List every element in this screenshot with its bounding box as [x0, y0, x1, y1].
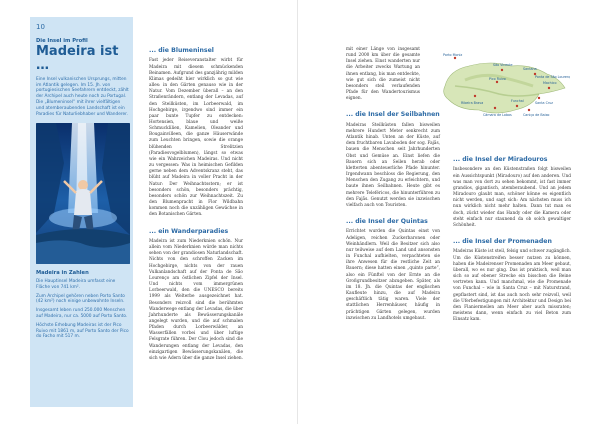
island-map-graphic	[435, 36, 570, 140]
map-label: Ponta de São Lourenço	[535, 75, 570, 79]
map-label: Ribeira Brava	[461, 101, 484, 105]
article-column-1	[149, 47, 243, 362]
waterfall-photo	[36, 123, 130, 264]
fact-item: Insgesamt leben rund 250.000 Menschen auf Madeira, nur ca. 5000 auf Porto Santo.	[36, 308, 128, 320]
section-heading-promenaden: ... die Insel der Promenaden	[453, 238, 552, 245]
page-gutter	[297, 0, 298, 424]
fact-item: Höchste Erhebung Madeiras ist der Pico Ruivo mit 1861 m, auf Porto Santo der Pico do Facho mit 517 m.	[36, 322, 129, 340]
fact-item: Zum Archipel gehören neben Porto Santo (42 km²) noch einige unbewohnte Inseln.	[36, 293, 125, 305]
section-heading-seilbahnen: ... die Insel der Seilbahnen	[346, 111, 440, 119]
section-text-miradouros: Insbesondere an den Küstenstraßen folgt bisweilen ein Aussichtspunkt (Miradouro) auf den anderen. Und was man von dort zu sehen bekommt, ist fast immer grandios, gigantisch, atemberaubend. Und an jedem Miradouro glaubt man, schöner könne es eigentlich nicht werden, und sagt sich: Am nächsten muss ich nun wirklich nicht mehr halten. Dann tut man es doch, zückt wieder das Handy oder die Kamera oder steht einfach nur staunend da ob solch gewaltiger Schönheit.	[453, 167, 571, 228]
intro-text: Eine Insel vulkanischen Ursprungs, mitten im Atlantik gelegen. Im 15. Jh. von portugiesischen Seefahrern entdeckt, zählt der Archipel auch heute noch zu Portugal. Die „Blumeninsel“ mit ihrer vielfältigen und atemberaubenden Landschaft ist ein Paradies für Naturliebhaber und Wanderer.	[36, 76, 129, 118]
section-heading-quintas: ... die Insel der Quintas	[346, 218, 428, 226]
section-kicker: Die Insel im Profil	[36, 38, 88, 44]
section-text-blumeninsel: Fast jeder Reiseveranstalter wirbt für Madeira mit diesem schmückenden Beinamen. Aufgrund des ganzjährig milden Klimas gedeiht hier wirklich so gut wie alles: in den Gärten genauso wie in der Natur. Vom Dezember überall – an den Straßenrändern, entlang der Levadas, auf den Steilküsten, im Lorbeerwald, im Hochgebirge, irgendwo sind immer ein paar bunte Tupfer zu entdecken: Hortensien, blaue und weiße Schmucklilien, Kamelien, Oleander und Bougainvilleen, die ganze Häuserwände zum Leuchten bringen, sowie die orange blühenden Strelitzien (Paradiesvogelblumen), längst so etwas wie ein Wahrzeichen Madeiras. Und nicht zu vergessen: Was in heimischen Gefilden gerne neben dem Adventskranz steht, das blüht auf Madeira in voller Pracht in der Natur: Der Weihnachtsstern; er ist besonders schön, besonders prächtig, besonders schön zur Weihnachtszeit. Zu den Blumenpracht in Flor Wildbahn kommen noch die unzähligen Gewächse in den Botanischen Gärten.	[149, 58, 243, 218]
map-label: Pico Ruivo	[489, 77, 506, 81]
section-text-quintas: Errichtet wurden die Quintas einst von Adeligen, reichen Zuckerbaronen oder Weinhändlern. Weil die Besitzer sich also nur teilweise auf dem Land und ansonsten in Funchal aufhielten, verpachteten sie ihre Anwesen für die restliche Zeit an Bauern; diese hatten einen „quinto parte“, also ein Fünftel von der Ernte an die Großgrundbesitzer abzugeben. Später, als im 18. Jh. die Quintas der englischen Kaufleute hinzu, die auf Madeira geschäftlich tätig waren. Viele der stattlichen Herrenhäuser, häufig in prächtigen Gärten gelegen, wurden inzwischen zu Landhotels umgebaut.	[346, 229, 440, 321]
island-shape	[444, 63, 565, 113]
section-heading-blumeninsel: ... die Blumeninsel	[149, 47, 214, 54]
section-heading-wanderparadies: ... ein Wanderparadies	[149, 227, 229, 235]
section-text-continued: mit einer Länge von insgesamt rund 2000 km über die gesamte Insel ziehen. Einst wanderten nur die Arbeiter zwecks Wartung an ihnen entlang, bis man entdeckte, wie gut sich die zumeist nicht besonders steil verlaufenden Pfade für den Wandertourismus eignen.	[346, 47, 420, 102]
section-text-wanderparadies: Madeira ist zum Niederknien schön. Nur allein vom Niederknien würde man nichts sehen von der grandiosen Naturlandschaft. Nichts von den schroffen Zacken im Hochgebirge, nichts von der rauen Vulkanlandschaft auf der Ponta de São Lourenço am östlichen Zipfel der Insel. Und nichts vom immergrünen Lorbeerwald, den die UNESCO bereits 1999 als Welterbe ausgezeichnet hat. Besonders reizvoll sind die berühmten Wanderwege entlang der Levadas, die über Jahrhunderte als Bewässerungskanäle angelegt wurden, und die auf schmalen Pfaden durch Lorbeerwälder, an Wasserfällen vorbei und über luftige Felsgrate führen. Der Clou jedoch sind die Wanderungen entlang der Levadas, den einzigartigen Bewässerungskanälen, die sich wie Adern über die ganze Insel ziehen.	[149, 238, 243, 361]
section-heading-miradouros: ... die Insel der Miradouros	[453, 156, 548, 163]
map-label: Caniço de Baixo	[523, 113, 550, 117]
map-label: Câmara de Lobos	[483, 113, 512, 117]
article-column-2	[346, 47, 440, 322]
map-label: São Vicente	[493, 63, 513, 67]
waterfall-illustration	[36, 123, 130, 264]
article-column-3	[453, 156, 571, 323]
section-text-seilbahnen: Madeiras Steilküsten fallen bisweilen mehrere Hundert Meter senkrecht zum Atlantik hinab. Unten an der Küste, auf dem fruchtbaren Lavaboden der sog. Fajãs, bauen die Menschen seit Jahrhunderten Obst und Gemüse an. Einst liefen die Bauern sich an Seilen herab oder kletterten abenteuerliche Pfade hinunter. Irgendwann beschloss die Regierung, den Menschen den Zugang zu erleichtern, und baute ihnen Seilbahnen. Heute gibt es mehrere Teleféricos, die hinunterführen zu den Fajãs. Genutzt werden sie inzwischen vielfach auch von Touristen.	[346, 122, 440, 208]
section-text-promenaden: Madeiras Küste ist steil, felsig und schwer zugänglich. Um die Küstenstreifen besser nutzen zu können, haben die Madeirenser Promenaden am Meer gebaut, überall, wo es nur ging. Das ist praktisch, weil man sich so auf ebener Strecke ein bisschen die Beine vertreten kann. Und manchmal, wie die Promenade von Funchal – wie in Santa Cruz – mit Naturstrand, gepflastert sind, ist das auch noch sehr reizvoll, weil die Uferbefestigungen mit Architektur und Design bei den Flaniermeilen am Meer aber auch missraten; meistens dann, wenn einfach zu viel Beton zum Einsatz kam.	[453, 249, 571, 323]
map-label: Santana	[523, 67, 537, 71]
map-label: Machico	[543, 81, 557, 85]
facts-heading: Madeira in Zahlen	[36, 270, 89, 277]
fact-item: Die Hauptinsel Madeira umfasst eine Fläche von 741 km².	[36, 279, 116, 290]
map-label: Santa Cruz	[535, 101, 554, 105]
map-label: Porto Moniz	[443, 53, 463, 57]
profile-sidebar	[30, 17, 133, 407]
madeira-map	[435, 36, 570, 140]
page-title: Madeira ist …	[36, 44, 119, 74]
page-number: 10	[36, 23, 45, 31]
map-label: Funchal	[511, 99, 524, 103]
